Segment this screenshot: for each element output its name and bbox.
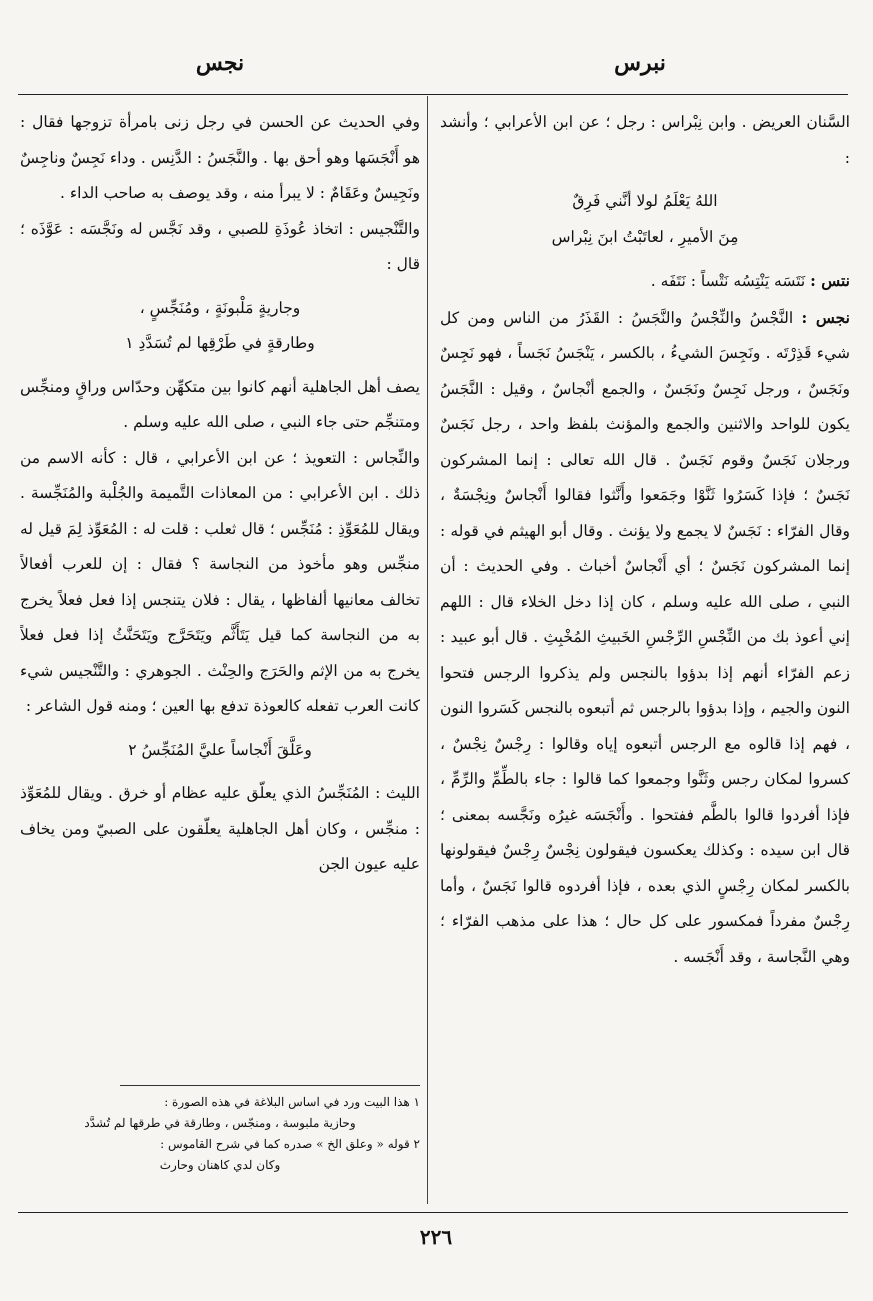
left-paragraph-3: يصف أهل الجاهلية أنهم كانوا بين متكهِّن وحدّاس وراقٍ ومنجِّس ومتنجِّم حتى جاء النبي ، صلى الله عليه وسلم .	[20, 377, 420, 431]
footnote-2-verse: وكان لدي كاهنان وحارث	[159, 1158, 281, 1172]
entry-najas-text: النَّجْسُ والنِّجْسُ والنَّجَسُ : القَذَرُ من الناس ومن كل شيء قَذِرْتَه . ونَجِسَ الشيءُ ، بالكسر ، يَنْجَسُ نَجَساً ، فهو نَجِسٌ ونَجَسٌ ، ورجل نَجِسٌ ونَجَسٌ ، والجمع أنْجاسٌ ، وقيل : النَّجَسُ يكون للواحد والاثنين والجمع والمؤنث بلفظ واحد ، رجل نَجَسٌ ورجلان نَجَسٌ وقوم نَجَسٌ . قال الله تعالى : إنما المشركون نَجَسٌ ؛ فإذا كَسَرُوا ثَنَّوْا وجَمَعوا وأَنَّثوا فقالوا أَنْجاسٌ ونِجْسَةٌ ، وقال الفرّاء : نَجَسٌ لا يجمع ولا يؤنث . وقال أبو الهيثم في قوله : إنما المشركون نَجَسٌ ؛ أي أَنْجاسٌ أخباث . وفي الحديث : أن النبي ، صلى الله عليه وسلم ، كان إذا دخل الخلاء قال : اللهم إني أعوذ بك من النِّجْسِ الرِّجْسِ الخَبيثِ المُخْبِثِ . قال أبو عبيد : زعم الفرّاء أنهم إذا بدؤوا بالنجس ولم يذكروا الرجس فتحوا النون والجيم ، وإذا بدؤوا بالرجس ثم أتبعوه بالنجس كَسَروا النون ، فهم إذا قالوه مع الرجس أتبعوه إياه وقالوا : رِجْسٌ نِجْسٌ ، كسروا لمكان رجس وثَنَّوا وجمعوا كما قالوا : جاء بالطِّمِّ والرِّمِّ ، فإذا أفردوا قالوا بالطَّم ففتحوا . وأَنْجَسَه غيرُه ونَجَّسه بمعنى ؛ قال ابن سيده : وكذلك يعكسون فيقولون نِجْسٌ رِجْسٌ فيقولونها بالكسر لمكان رِجْسٍ الذي بعده ، فإذا أفردوه قالوا نَجَسٌ ، وأما رِجْسٌ مفرداً فمكسور على كل حال ؛ هذا على مذهب الفرّاء ؛ وهي النَّجاسة ، وقد أَنْجَسه .	[440, 308, 850, 966]
footnote-1-verse: وحازية ملبوسة ، ومنجّس ، وطارقة في طرقها لم تُشدَّد	[84, 1116, 356, 1130]
footnote-2: ٢ قوله « وعلق الخ » صدره كما في شرح القاموس :	[160, 1137, 420, 1151]
entry-natas	[440, 263, 850, 300]
bottom-rule	[18, 1212, 848, 1213]
left-verse-2: وعَلَّقَ أَنْجاساً عليَّ المُنَجِّسُ ٢	[128, 740, 312, 759]
left-column	[20, 105, 420, 1070]
entry-natas-head: نتس :	[810, 271, 850, 290]
footnote-rule	[120, 1085, 420, 1086]
right-verse-line-2: مِنَ الأميرِ ، لعاتَبْتُ ابنَ نِبْراس	[551, 227, 739, 246]
right-column	[440, 105, 850, 1205]
top-rule	[18, 94, 848, 95]
left-verse-1	[20, 291, 420, 362]
column-divider	[427, 96, 428, 1204]
footnote-1: ١ هذا البيت ورد في اساس البلاغة في هذه الصورة :	[164, 1095, 420, 1109]
left-paragraph-4: والنِّجاس : التعويذ ؛ عن ابن الأعرابي ، قال : كأنه الاسم من ذلك . ابن الأعرابي : من المعاذات التَّميمة والجُلْبة والمُنَجِّسة . ويقال للمُعَوِّذِ : مُنَجِّس ؛ قال ثعلب : قلت له : المُعَوِّذ لِمَ قيل له منجِّس وهو مأخوذ من النجاسة ؟ فقال : إن للعرب أفعالاً تخالف معانيها ألفاظها ، يقال : فلان يتنجس إذا فعل فعلاً يخرج به من النجاسة كما قيل يَتَأَثَّم ويَتَحَرَّج ويَتَحَنَّثُ إذا فعل فعلاً يخرج به من الإثم والحَرَج والحِنْث . الجوهري : والتَّنْجيس شيء كانت العرب تفعله كالعوذة تدفع بها العين ؛ ومنه قول الشاعر :	[20, 448, 420, 715]
entry-natas-text: نَتَسَه يَنْتِسُه نَتْساً : نَتَفَه .	[650, 272, 806, 290]
right-verse	[440, 184, 850, 255]
header-left-title: نجس	[195, 50, 245, 76]
page-number: ٢٢٦	[419, 1225, 453, 1249]
right-intro-line: السَّنان العريض . وابن نِبْراس : رجل ؛ عن ابن الأعرابي ؛ وأنشد :	[440, 113, 850, 167]
right-verse-line-1: اللهُ يَعْلَمُ لولا أنَّني فَرِقٌ	[572, 192, 718, 210]
footnotes	[20, 1092, 420, 1200]
entry-najas-head: نجس :	[801, 307, 850, 327]
left-paragraph-2: والتَّنْجيس : اتخاذ عُوذَةِ للصبي ، وقد نَجَّس له ونَجَّسَه : عَوَّذَه ؛ قال :	[20, 219, 420, 273]
left-verse-1-line-1: وجاريةٍ مَلْبونَةٍ ، ومُنَجِّسٍ ،	[139, 298, 301, 317]
entry-najas	[440, 300, 850, 976]
left-paragraph-1: وفي الحديث عن الحسن في رجل زنى بامرأة تزوجها فقال : هو أَنْجَسَها وهو أحق بها . والنَّجَسُ : الدَّنِس . وداء نَجِسٌ وناجِسٌ ونَجِيسٌ وعَقَامٌ : لا يبرأ منه ، وقد يوصف به صاحب الداء .	[20, 113, 420, 202]
header-right-title: نبرس	[614, 50, 666, 76]
left-verse-1-line-2: وطارقةٍ في طَرْقِها لم تُسَدَّدِ ١	[125, 334, 315, 352]
left-paragraph-5: الليث : المُنَجِّسُ الذي يعلّق عليه عظام أو خرق . ويقال للمُعَوِّذ : منجِّس ، وكان أهل الجاهلية يعلّقون على الصبيّ ومن يخاف عليه عيون الجن	[20, 784, 420, 873]
